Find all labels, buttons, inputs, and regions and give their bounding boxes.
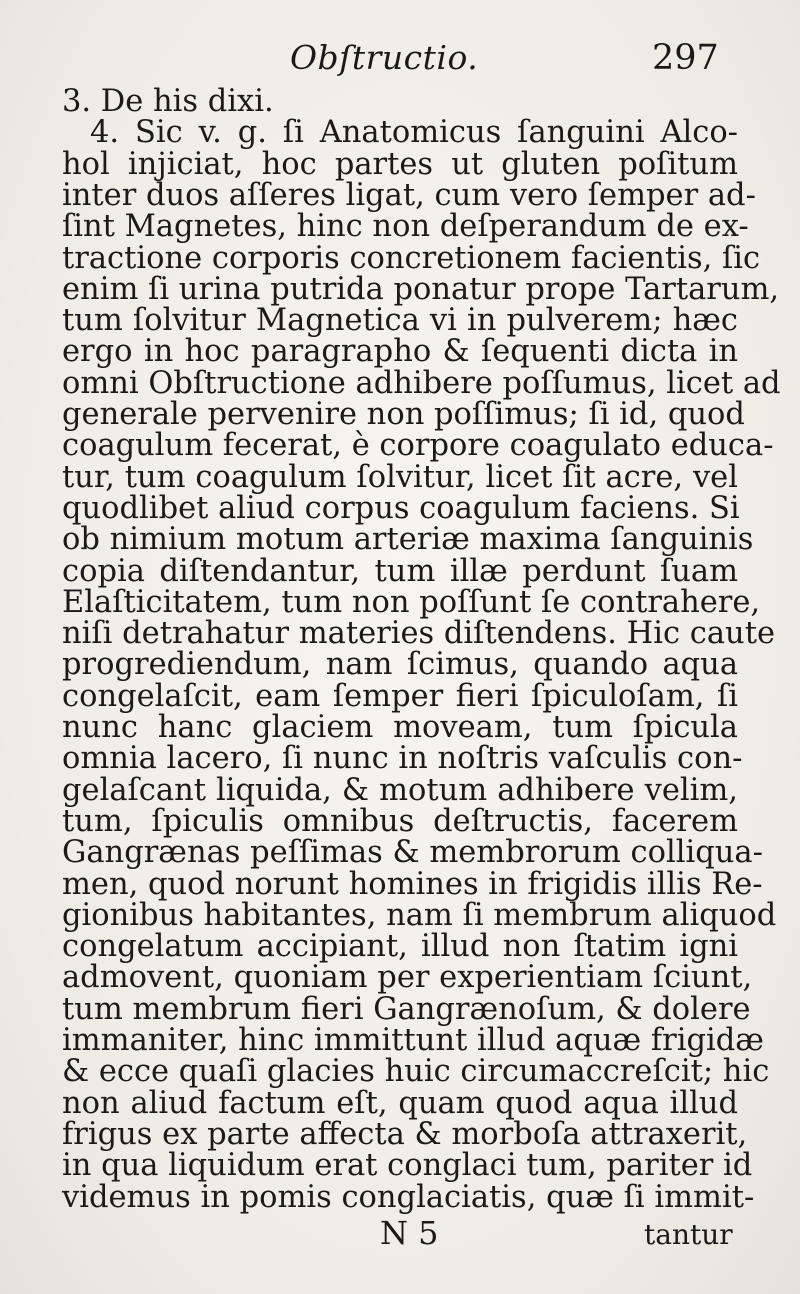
text-line: tum membrum fieri Gangrænoſum, & dolere bbox=[62, 991, 751, 1027]
page-header bbox=[0, 38, 800, 86]
text-line: in qua liquidum erat conglaci tum, pariter id bbox=[62, 1148, 753, 1184]
text-line: gelaſcant liquida, & motum adhibere velim, bbox=[62, 772, 738, 808]
text-line: enim ſi urina putrida ponatur prope Tartarum, bbox=[62, 271, 780, 307]
text-line: immaniter, hinc immittunt illud aquæ frigidæ bbox=[62, 1023, 764, 1058]
text-line: congelaſcit, eam ſemper fieri ſpiculoſam, ſi bbox=[62, 678, 738, 714]
text-line: Elaſticitatem, tum non poſſunt ſe contrahere, bbox=[62, 584, 761, 620]
text-line: non aliud factum eſt, quam quod aqua illud bbox=[62, 1085, 738, 1121]
text-line: congelatum accipiant, illud non ſtatim igni bbox=[62, 929, 738, 965]
text-line: progrediendum, nam ſcimus, quando aqua bbox=[62, 647, 738, 683]
text-line: ſint Magnetes, hinc non deſperandum de ex- bbox=[62, 209, 749, 245]
text-line: videmus in pomis conglaciatis, quæ ſi immit- bbox=[62, 1179, 755, 1215]
text-line: tum ſolvitur Magnetica vi in pulverem; hæc bbox=[62, 303, 738, 339]
text-line: Gangrænas peſſimas & membrorum colliqua- bbox=[62, 835, 763, 871]
text-line: ergo in hoc paragrapho & ſequenti dicta in bbox=[62, 334, 738, 370]
text-line: gionibus habitantes, nam ſi membrum aliquod bbox=[62, 897, 777, 933]
text-line: generale pervenire non poſſimus; ſi id, quod bbox=[62, 397, 745, 432]
page-footer bbox=[0, 1214, 800, 1258]
running-head: Obſtructio. bbox=[290, 38, 479, 77]
signature-mark: N 5 bbox=[380, 1214, 439, 1252]
text-line: frigus ex parte affecta & morboſa attraxerit, bbox=[62, 1116, 748, 1152]
catchword: tantur bbox=[644, 1218, 733, 1251]
text-line: 3. De his dixi. bbox=[62, 84, 274, 119]
text-line: tur, tum coagulum ſolvitur, licet ſit acre, vel bbox=[62, 459, 738, 495]
text-line: hol injiciat, hoc partes ut gluten poſitum bbox=[62, 146, 738, 182]
text-line: tractione corporis concretionem facientis, ſic bbox=[62, 240, 761, 276]
text-line: tum, ſpiculis omnibus deſtructis, facerem bbox=[62, 803, 738, 839]
text-line: coagulum fecerat, è corpore coagulato educa- bbox=[62, 428, 774, 464]
text-line: 4. Sic v. g. ſi Anatomicus ſanguini Alco- bbox=[90, 115, 738, 151]
text-line: copia diſtendantur, tum illæ perdunt ſuam bbox=[62, 553, 738, 589]
text-line: omni Obſtructione adhibere poſſumus, licet ad bbox=[62, 365, 781, 401]
text-line: men, quod norunt homines in frigidis illis Re- bbox=[62, 866, 763, 902]
text-line: & ecce quaſi glacies huic circumaccreſcit; hic bbox=[62, 1054, 770, 1090]
text-line: nunc hanc glaciem moveam, tum ſpicula bbox=[62, 710, 738, 745]
text-line: quodlibet aliud corpus coagulum faciens. Si bbox=[62, 490, 740, 526]
text-line: inter duos aſſeres ligat, cum vero ſemper ad- bbox=[62, 177, 756, 213]
text-line: omnia lacero, ſi nunc in noſtris vaſculis con- bbox=[62, 741, 743, 777]
text-line: niſi detrahatur materies diſtendens. Hic caute bbox=[62, 616, 775, 652]
text-line: ob nimium motum arteriæ maxima ſanguinis bbox=[62, 522, 754, 558]
page-number: 297 bbox=[652, 38, 719, 78]
text-line: admovent, quoniam per experientiam ſciunt, bbox=[62, 960, 753, 996]
